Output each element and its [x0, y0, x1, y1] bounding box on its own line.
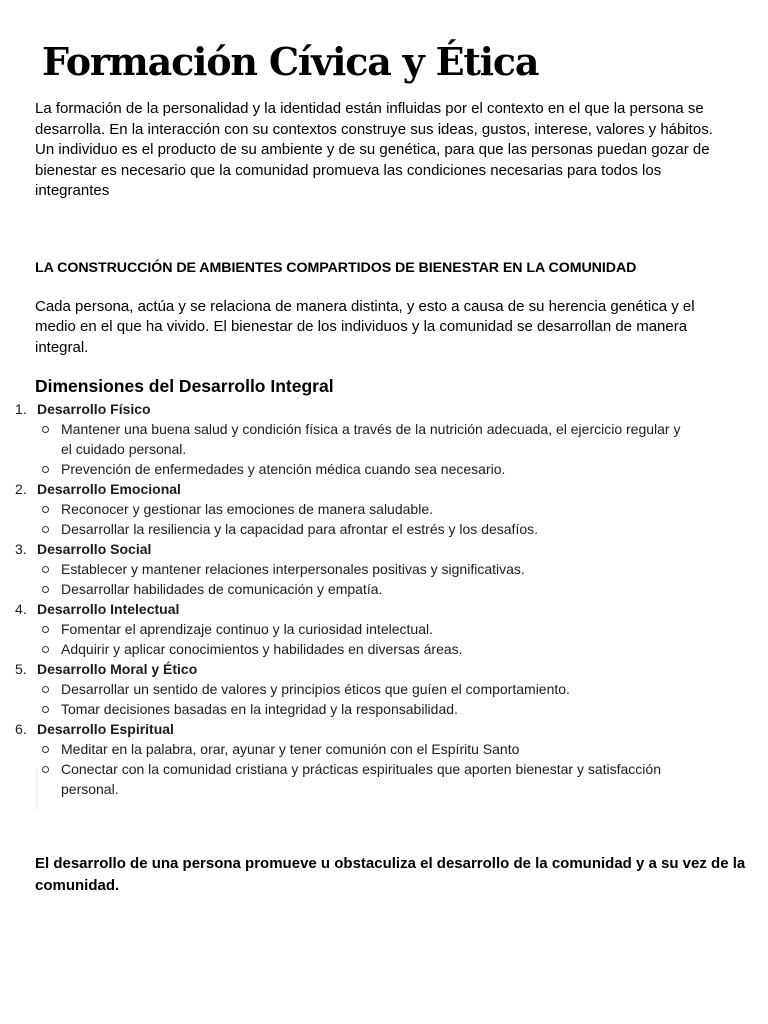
dimension-item: [15, 599, 715, 659]
dimension-subitem: Tomar decisiones basadas en la integridad y la responsabilidad.: [39, 699, 715, 719]
circle-bullet-icon: [39, 559, 61, 579]
dimension-subitem: Conectar con la comunidad cristiana y prácticas espirituales que aporten bienestar y satisfacción personal.: [39, 759, 715, 799]
intro-paragraph: La formación de la personalidad y la identidad están influidas por el contexto en el que la persona se desarrolla. En la interacción con su contextos construye sus ideas, gustos, interese, valores y hábitos. Un individuo es el producto de su ambiente y de su genética, para que las personas puedan gozar de bienestar es necesario que la comunidad promueva las condiciones necesarias para todos los integrantes: [35, 100, 713, 199]
circle-bullet-icon: [39, 459, 61, 479]
dimension-name: Desarrollo Moral y Ético: [37, 661, 198, 677]
section-paragraph: Cada persona, actúa y se relaciona de manera distinta, y esto a causa de su herencia genética y el medio en el que ha vivido. El bienestar de los individuos y la comunidad se desarrollan de manera integral.: [35, 297, 695, 356]
document-page: [35, 0, 735, 397]
circle-bullet-icon: [39, 419, 61, 439]
dimension-item: [15, 539, 715, 599]
dimension-name: Desarrollo Espiritual: [37, 721, 174, 737]
dimensions-heading: Dimensiones del Desarrollo Integral: [35, 376, 334, 396]
circle-bullet-icon: [39, 519, 61, 539]
dimension-item: [15, 659, 715, 719]
dimension-subitem: Reconocer y gestionar las emociones de manera saludable.: [39, 499, 715, 519]
circle-bullet-icon: [39, 639, 61, 659]
circle-bullet-icon: [39, 499, 61, 519]
circle-bullet-icon: [39, 739, 61, 759]
page-title: Formación Cívica y Ética: [42, 39, 539, 84]
dimension-subitem: Meditar en la palabra, orar, ayunar y tener comunión con el Espíritu Santo: [39, 739, 715, 759]
dimension-name: Desarrollo Intelectual: [37, 601, 180, 617]
dimension-name: Desarrollo Físico: [37, 401, 151, 417]
dimension-number: 4.: [15, 601, 27, 617]
dimension-item: [15, 479, 715, 539]
circle-bullet-icon: [39, 679, 61, 699]
dimensions-list: [15, 399, 715, 799]
dimension-subitem: Mantener una buena salud y condición física a través de la nutrición adecuada, el ejercicio regular y el cuidado personal.: [39, 419, 715, 459]
dimension-subitem: Prevención de enfermedades y atención médica cuando sea necesario.: [39, 459, 715, 479]
section-heading: LA CONSTRUCCIÓN DE AMBIENTES COMPARTIDOS DE BIENESTAR EN LA COMUNIDAD: [35, 259, 637, 276]
dimension-subitem: Adquirir y aplicar conocimientos y habilidades en diversas áreas.: [39, 639, 715, 659]
dimension-number: 1.: [15, 401, 27, 417]
dimension-subitem: Desarrollar un sentido de valores y principios éticos que guíen el comportamiento.: [39, 679, 715, 699]
dimension-name: Desarrollo Social: [37, 541, 152, 557]
dimension-number: 2.: [15, 481, 27, 497]
dimensions-list-image: [15, 399, 715, 799]
dimension-item: [15, 719, 715, 799]
dimension-subitem: Desarrollar la resiliencia y la capacidad para afrontar el estrés y los desafíos.: [39, 519, 715, 539]
image-edge-mark: [36, 770, 38, 810]
dimension-number: 6.: [15, 721, 27, 737]
circle-bullet-icon: [39, 579, 61, 599]
dimension-name: Desarrollo Emocional: [37, 481, 181, 497]
closing-statement: El desarrollo de una persona promueve u obstaculiza el desarrollo de la comunidad y a su vez de la comunidad.: [35, 855, 746, 894]
dimension-subitem: Fomentar el aprendizaje continuo y la curiosidad intelectual.: [39, 619, 715, 639]
dimension-subitem: Desarrollar habilidades de comunicación y empatía.: [39, 579, 715, 599]
circle-bullet-icon: [39, 759, 61, 779]
dimension-item: [15, 399, 715, 479]
circle-bullet-icon: [39, 619, 61, 639]
circle-bullet-icon: [39, 699, 61, 719]
dimension-subitem: Establecer y mantener relaciones interpersonales positivas y significativas.: [39, 559, 715, 579]
dimension-number: 5.: [15, 661, 27, 677]
dimension-number: 3.: [15, 541, 27, 557]
